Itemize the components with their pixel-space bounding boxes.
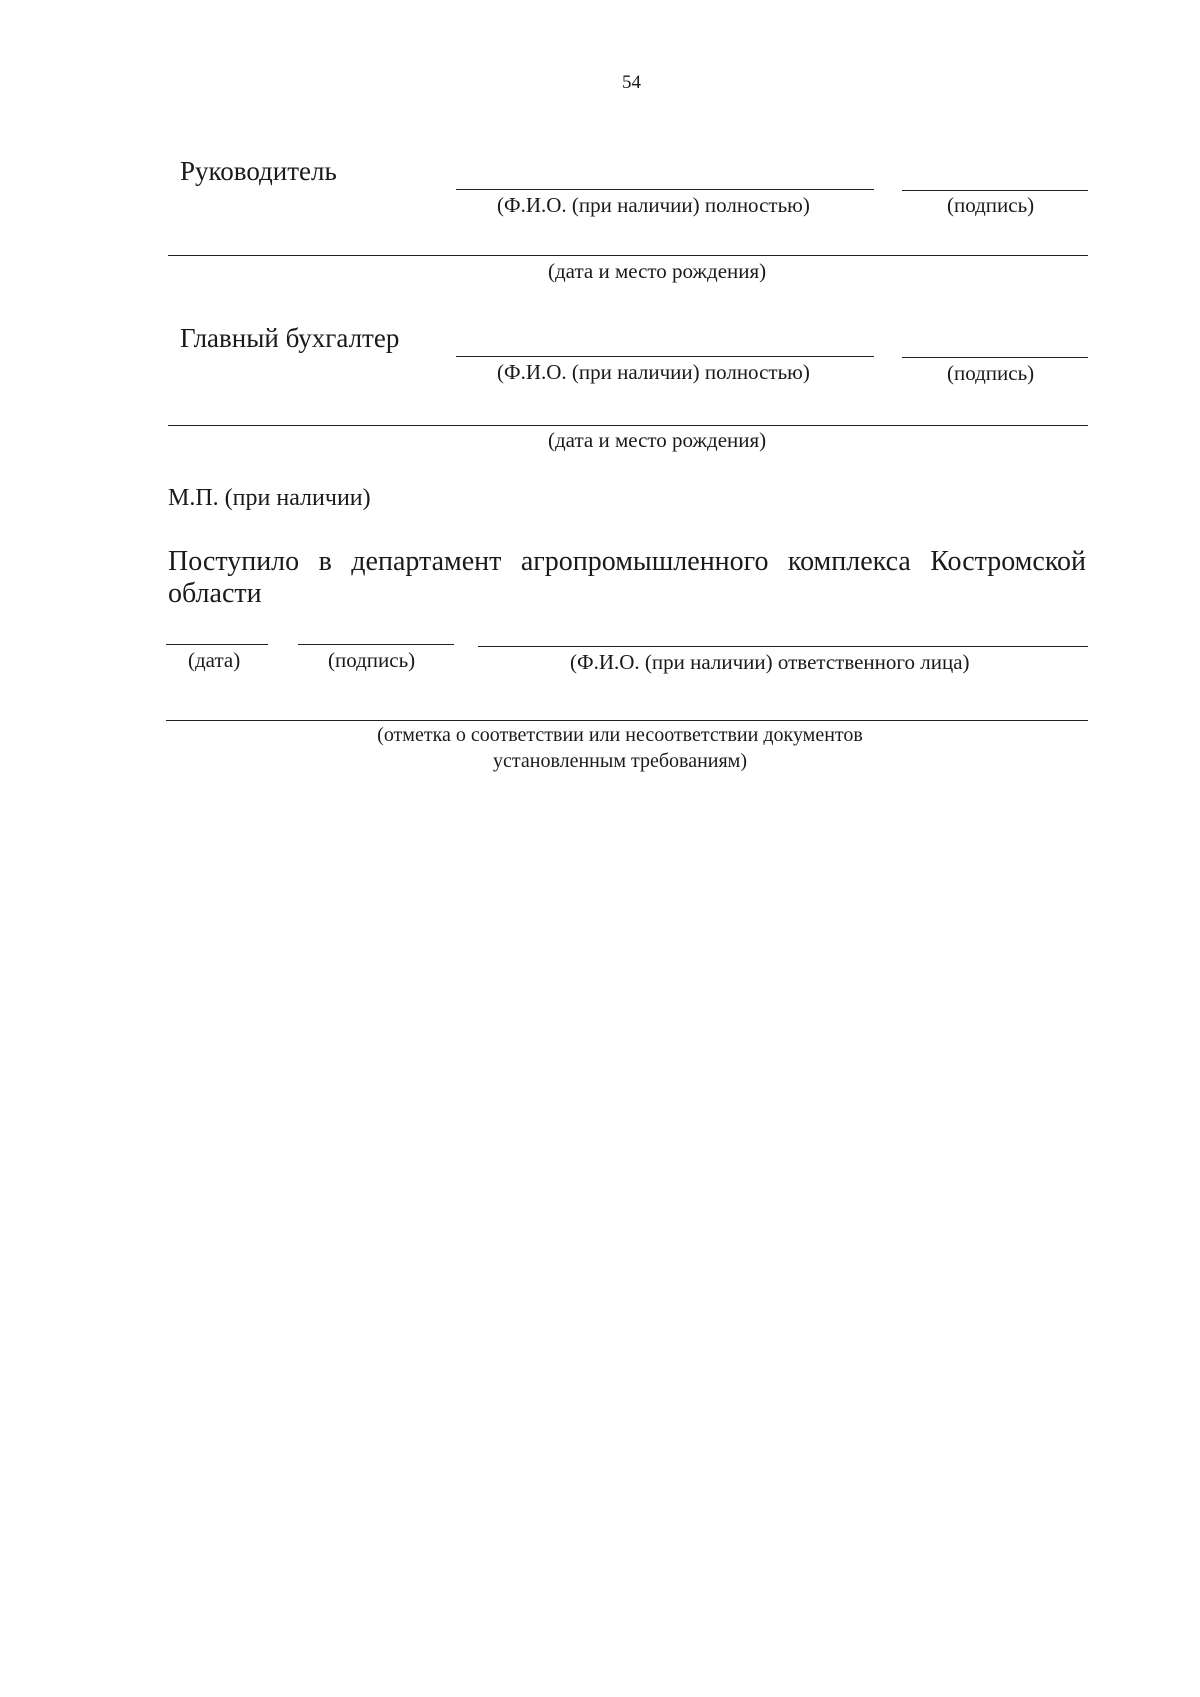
accountant-signature-line [902, 357, 1088, 358]
accountant-fio-line [456, 356, 874, 357]
head-birth-line [168, 255, 1088, 256]
head-signature-line [902, 190, 1088, 191]
head-fio-line [456, 189, 874, 190]
seal-label: М.П. (при наличии) [168, 485, 371, 511]
accountant-role-label: Главный бухгалтер [180, 323, 400, 353]
compliance-note-line1: (отметка о соответствии или несоответствии документов [377, 724, 863, 746]
accountant-birth-caption: (дата и место рождения) [548, 428, 767, 452]
head-role-label: Руководитель [180, 156, 337, 186]
receipt-fio-line [478, 646, 1088, 647]
compliance-line [166, 720, 1088, 721]
compliance-note [300, 722, 940, 774]
receipt-date-line [166, 644, 268, 645]
head-signature-caption: (подпись) [947, 193, 1035, 217]
receipt-signature-caption: (подпись) [328, 648, 416, 672]
receipt-signature-line [298, 644, 454, 645]
accountant-signature-caption: (подпись) [947, 361, 1035, 385]
receipt-date-caption: (дата) [188, 648, 241, 672]
head-fio-caption: (Ф.И.О. (при наличии) полностью) [497, 193, 810, 217]
page-number: 54 [622, 72, 641, 93]
accountant-birth-line [168, 425, 1088, 426]
compliance-note-line2: установленным требованиям) [493, 750, 747, 772]
receipt-fio-caption: (Ф.И.О. (при наличии) ответственного лица) [570, 650, 970, 674]
received-text: Поступило в департамент агропромышленного комплекса Костромской области [168, 546, 1086, 609]
head-birth-caption: (дата и место рождения) [548, 259, 767, 283]
accountant-fio-caption: (Ф.И.О. (при наличии) полностью) [497, 360, 810, 384]
